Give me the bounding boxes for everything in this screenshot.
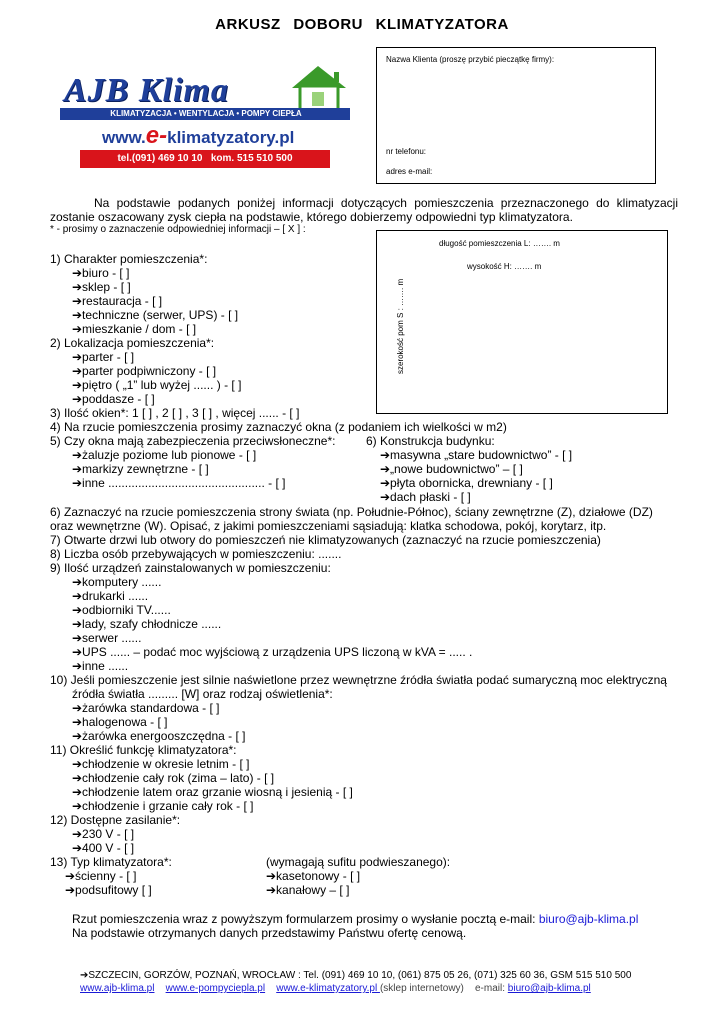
- marking-note: * - prosimy o zaznaczenie odpowiedniej informacji – [ X ] :: [50, 224, 306, 235]
- form-question: 4) Na rzucie pomieszczenia prosimy zaznaczyć okna (z podaniem ich wielkości w m2): [50, 420, 507, 434]
- form-question: oraz wewnętrzne (W). Opisać, z jakimi pomieszczeniami sąsiadują: klatka schodowa, pokój, korytarz, itp.: [50, 519, 607, 533]
- room-height-label: wysokość H: ……. m: [467, 262, 542, 271]
- form-question: 10) Jeśli pomieszczenie jest silnie naświetlone przez wewnętrzne źródła światła podać sumaryczną moc elektryczną: [50, 673, 667, 687]
- form-option: ➔podsufitowy [ ]: [65, 883, 152, 897]
- form-option: ➔drukarki ......: [72, 589, 149, 603]
- form-question: 9) Ilość urządzeń zainstalowanych w pomieszczeniu:: [50, 561, 331, 575]
- form-question: 11) Określić funkcję klimatyzatora*:: [50, 743, 237, 757]
- form-option: ➔techniczne (serwer, UPS) - [ ]: [72, 308, 239, 322]
- closing-email-link[interactable]: biuro@ajb-klima.pl: [538, 912, 639, 926]
- form-option: ➔żarówka energooszczędna - [ ]: [72, 729, 246, 743]
- form-question: źródła światła ......... [W] oraz rodzaj oświetlenia*:: [72, 687, 333, 701]
- form-question: 8) Liczba osób przebywających w pomieszczeniu: .......: [50, 547, 342, 561]
- form-option: ➔UPS ...... – podać moc wyjściową z urządzenia UPS liczoną w kVA = ..... .: [72, 645, 473, 659]
- logo-website: [102, 122, 294, 150]
- form-option: ➔odbiorniki TV......: [72, 603, 171, 617]
- footer-email-link[interactable]: biuro@ajb-klima.pl: [507, 983, 591, 994]
- footer-link-klimatyzatory[interactable]: www.e-klimatyzatory.pl: [276, 983, 380, 994]
- form-option: ➔parter podpiwniczony - [ ]: [72, 364, 217, 378]
- form-option: ➔400 V - [ ]: [72, 841, 135, 855]
- client-phone-label: nr telefonu:: [386, 147, 427, 156]
- form-option: ➔komputery ......: [72, 575, 162, 589]
- room-sketch-box: [376, 230, 668, 414]
- form-question: 6) Konstrukcja budynku:: [366, 434, 495, 448]
- form-option: ➔inne ......: [72, 659, 129, 673]
- form-option: ➔poddasze - [ ]: [72, 392, 155, 406]
- footer-contact: ➔SZCZECIN, GORZÓW, POZNAŃ, WROCŁAW : Tel. (091) 469 10 10, (061) 875 05 26, (071) 325 60 36, GSM 515 510 500: [80, 970, 632, 981]
- footer-shop: (sklep internetowy): [379, 983, 464, 994]
- room-width-label: szerokość pom S : ……. m: [396, 278, 405, 374]
- form-option: ➔ścienny - [ ]: [65, 869, 137, 883]
- form-question: 1) Charakter pomieszczenia*:: [50, 252, 208, 266]
- form-question: 13) Typ klimatyzatora*:: [50, 855, 172, 869]
- form-question: (wymagają sufitu podwieszanego):: [266, 855, 451, 869]
- footer-link-pompy[interactable]: www.e-pompyciepla.pl: [165, 983, 266, 994]
- intro-paragraph: [50, 196, 678, 224]
- house-window-icon: [312, 92, 324, 106]
- form-question: 12) Dostępne zasilanie*:: [50, 813, 181, 827]
- form-option: ➔inne ............................................... - [ ]: [72, 476, 286, 490]
- form-option: ➔„nowe budownictwo” – [ ]: [380, 462, 523, 476]
- footer-links: [80, 982, 591, 996]
- form-option: ➔kasetonowy - [ ]: [266, 869, 361, 883]
- form-question: 6) Zaznaczyć na rzucie pomieszczenia strony świata (np. Południe-Północ), ściany zewnętrzne (Z), działowe (DZ): [50, 505, 653, 519]
- closing-line-1: [72, 912, 638, 926]
- logo-brand: AJB Klima: [64, 72, 229, 109]
- form-option: ➔masywna „stare budownictwo” - [ ]: [380, 448, 573, 462]
- form-option: ➔chłodzenie i grzanie cały rok - [ ]: [72, 799, 254, 813]
- form-option: ➔chłodzenie cały rok (zima – lato) - [ ]: [72, 771, 275, 785]
- closing-text: Rzut pomieszczenia wraz z powyższym formularzem prosimy o wysłanie pocztą e-mail:: [72, 912, 539, 926]
- client-info-box: [376, 47, 656, 184]
- form-question: 2) Lokalizacja pomieszczenia*:: [50, 336, 215, 350]
- website-rest: klimatyzatory.pl: [167, 128, 295, 147]
- website-e: e-: [145, 122, 168, 149]
- form-option: ➔piętro ( „1” lub wyżej ...... ) - [ ]: [72, 378, 242, 392]
- logo-tagline: KLIMATYZACJA • WENTYLACJA • POMPY CIEPŁA: [110, 109, 302, 118]
- form-option: ➔chłodzenie w okresie letnim - [ ]: [72, 757, 250, 771]
- intro-text: Na podstawie podanych poniżej informacji dotyczących pomieszczenia przeznaczonego do klimatyzacji zostanie oszacowany zysk ciepła na podstawie, którego dobierzemy odpowiedni typ klimatyzatora.: [50, 196, 678, 224]
- form-option: ➔płyta obornicka, drewniany - [ ]: [380, 476, 553, 490]
- form-option: ➔serwer ......: [72, 631, 142, 645]
- form-question: 5) Czy okna mają zabezpieczenia przeciwsłoneczne*:: [50, 434, 336, 448]
- page-title: ARKUSZ DOBORU KLIMATYZATORA: [215, 16, 509, 33]
- form-option: ➔dach płaski - [ ]: [380, 490, 471, 504]
- form-question: 7) Otwarte drzwi lub otwory do pomieszczeń nie klimatyzowanych (zaznaczyć na rzucie pomieszczenia): [50, 533, 601, 547]
- form-option: ➔sklep - [ ]: [72, 280, 131, 294]
- form-option: ➔biuro - [ ]: [72, 266, 130, 280]
- form-option: ➔parter - [ ]: [72, 350, 135, 364]
- form-option: ➔restauracja - [ ]: [72, 294, 163, 308]
- form-option: ➔halogenowa - [ ]: [72, 715, 168, 729]
- form-option: ➔żarówka standardowa - [ ]: [72, 701, 220, 715]
- website-prefix: www.: [102, 128, 146, 147]
- form-question: 3) Ilość okien*: 1 [ ] , 2 [ ] , 3 [ ] , więcej ...... - [ ]: [50, 406, 300, 420]
- company-logo: [56, 58, 356, 172]
- form-option: ➔chłodzenie latem oraz grzanie wiosną i jesienią - [ ]: [72, 785, 353, 799]
- form-option: ➔markizy zewnętrzne - [ ]: [72, 462, 209, 476]
- closing-line-2: Na podstawie otrzymanych danych przedstawimy Państwu ofertę cenową.: [72, 926, 467, 940]
- form-option: ➔mieszkanie / dom - [ ]: [72, 322, 197, 336]
- room-length-label: długość pomieszczenia L: ……. m: [439, 239, 560, 248]
- form-option: ➔lady, szafy chłodnicze ......: [72, 617, 222, 631]
- logo-phone: tel.(091) 469 10 10 kom. 515 510 500: [117, 153, 293, 164]
- client-name-label: Nazwa Klienta (proszę przybić pieczątkę firmy):: [386, 55, 555, 64]
- house-chimney-icon: [334, 72, 339, 82]
- client-email-label: adres e-mail:: [386, 167, 433, 176]
- form-option: ➔żaluzje poziome lub pionowe - [ ]: [72, 448, 257, 462]
- footer-link-ajb[interactable]: www.ajb-klima.pl: [80, 983, 155, 994]
- footer-email-label: e-mail:: [475, 983, 508, 994]
- form-option: ➔kanałowy – [ ]: [266, 883, 350, 897]
- form-option: ➔230 V - [ ]: [72, 827, 135, 841]
